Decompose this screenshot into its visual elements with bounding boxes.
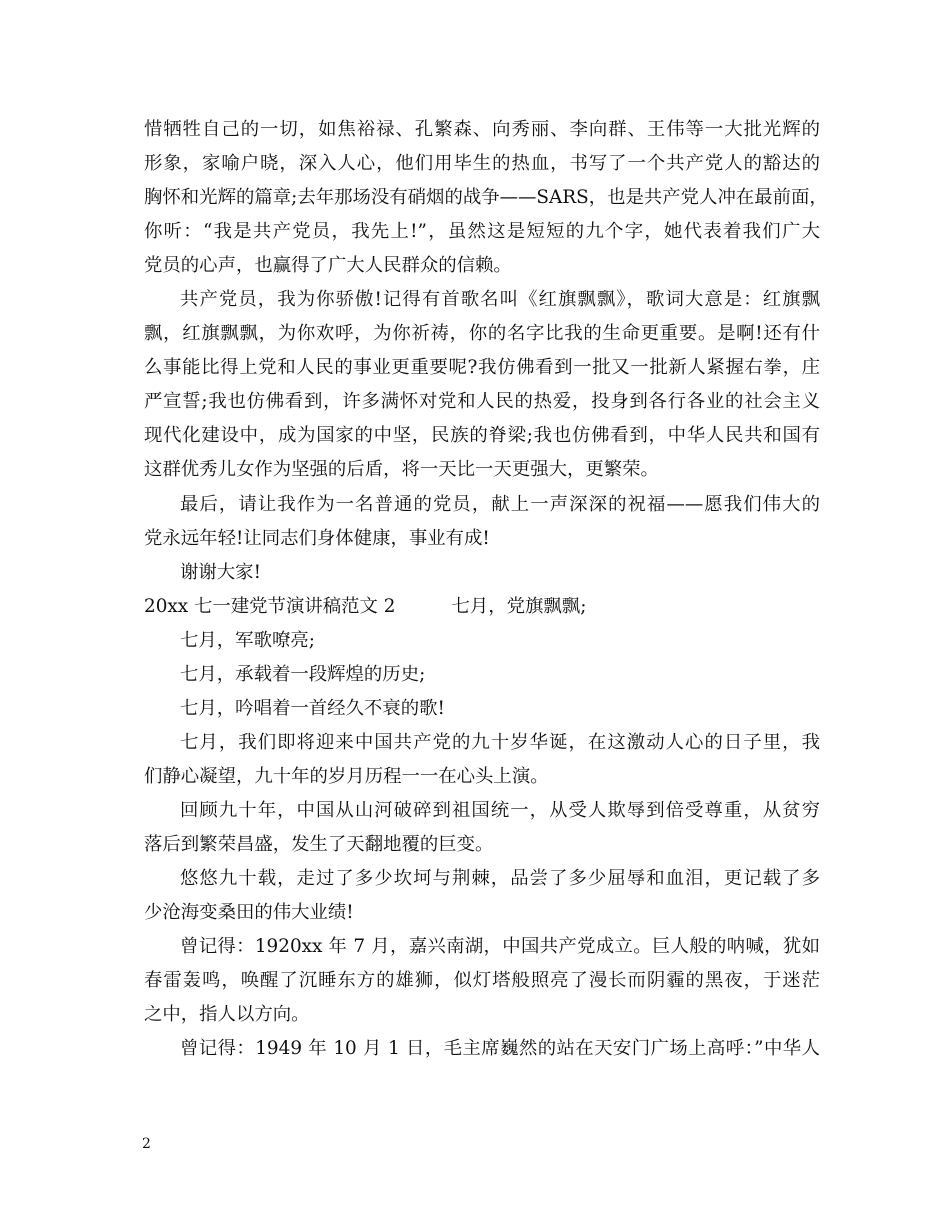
paragraph-line: 悠悠九十载，走过了多少坎坷与荆棘，品尝了多少屈辱和血泪，更记载了多 [180,868,820,889]
paragraph-line: 党永远年轻!让同志们身体健康，事业有成! [144,528,490,549]
paragraph-line: 现代化建设中，成为国家的中坚，民族的脊梁;我也仿佛看到，中华人民共和国有 [144,425,820,446]
paragraph-line: 严宣誓;我也仿佛看到，许多满怀对党和人民的热爱，投身到各行各业的社会主义 [144,391,820,412]
paragraph-line: 这群优秀儿女作为坚强的后盾，将一天比一天更强大，更繁荣。 [144,459,659,480]
paragraph-line: 惜牺牲自己的一切，如焦裕禄、孔繁森、向秀丽、李向群、王伟等一大批光辉的 [144,119,820,140]
paragraph-line: 党员的心声，也赢得了广大人民群众的信赖。 [144,255,512,276]
paragraph-line: 曾记得：1949 年 10 月 1 日，毛主席巍然的站在天安门广场上高呼：”中华人 [180,1038,820,1059]
paragraph-line: 飘，红旗飘飘，为你欢呼，为你祈祷，你的名字比我的生命更重要。是啊!还有什 [144,323,820,344]
paragraph-line: 七月，我们即将迎来中国共产党的九十岁华诞，在这激动人心的日子里，我 [180,732,820,753]
paragraph-line: 之中，指人以方向。 [144,1004,310,1025]
paragraph-line: 曾记得：1920xx 年 7 月，嘉兴南湖，中国共产党成立。巨人般的呐喊，犹如 [180,936,820,957]
paragraph-line: 么事能比得上党和人民的事业更重要呢?我仿佛看到一批又一批新人紧握右拳，庄 [144,357,820,378]
paragraph-line: 七月，党旗飘飘; [451,596,587,617]
paragraph-line: 落后到繁荣昌盛，发生了天翻地覆的巨变。 [144,834,494,855]
paragraph-line: 七月，承载着一段辉煌的历史; [180,664,426,685]
section-heading: 20xx 七一建党节演讲稿范文 2 [144,596,396,617]
page-number: 2 [142,1136,151,1152]
paragraph-line: 七月，军歌嘹亮; [180,630,315,651]
paragraph-line: 形象，家喻户晓，深入人心，他们用毕生的热血，书写了一个共产党人的豁达的 [144,153,820,174]
paragraph-line: 回顾九十年，中国从山河破碎到祖国统一，从受人欺辱到倍受尊重，从贫穷 [180,800,820,821]
paragraph-line: 共产党员，我为你骄傲!记得有首歌名叫《红旗飘飘》，歌词大意是：红旗飘 [180,289,820,310]
section-heading-line [144,595,820,619]
paragraph-line: 你听：“我是共产党员，我先上!”，虽然这是短短的九个字，她代表着我们广大 [144,221,820,242]
paragraph-line: 谢谢大家! [180,562,261,583]
paragraph-line: 最后，请让我作为一名普通的党员，献上一声深深的祝福——愿我们伟大的 [180,494,820,515]
paragraph-line: 少沧海变桑田的伟大业绩! [144,902,354,923]
paragraph-line: 七月，吟唱着一首经久不衰的歌! [180,698,445,719]
paragraph-line: 胸怀和光辉的篇章;去年那场没有硝烟的战争——SARS，也是共产党人冲在最前面， [144,187,828,208]
paragraph-line: 春雷轰鸣，唤醒了沉睡东方的雄狮，似灯塔般照亮了漫长而阴霾的黑夜，于迷茫 [144,970,820,991]
paragraph-line: 们静心凝望，九十年的岁月历程一一在心头上演。 [144,766,549,787]
